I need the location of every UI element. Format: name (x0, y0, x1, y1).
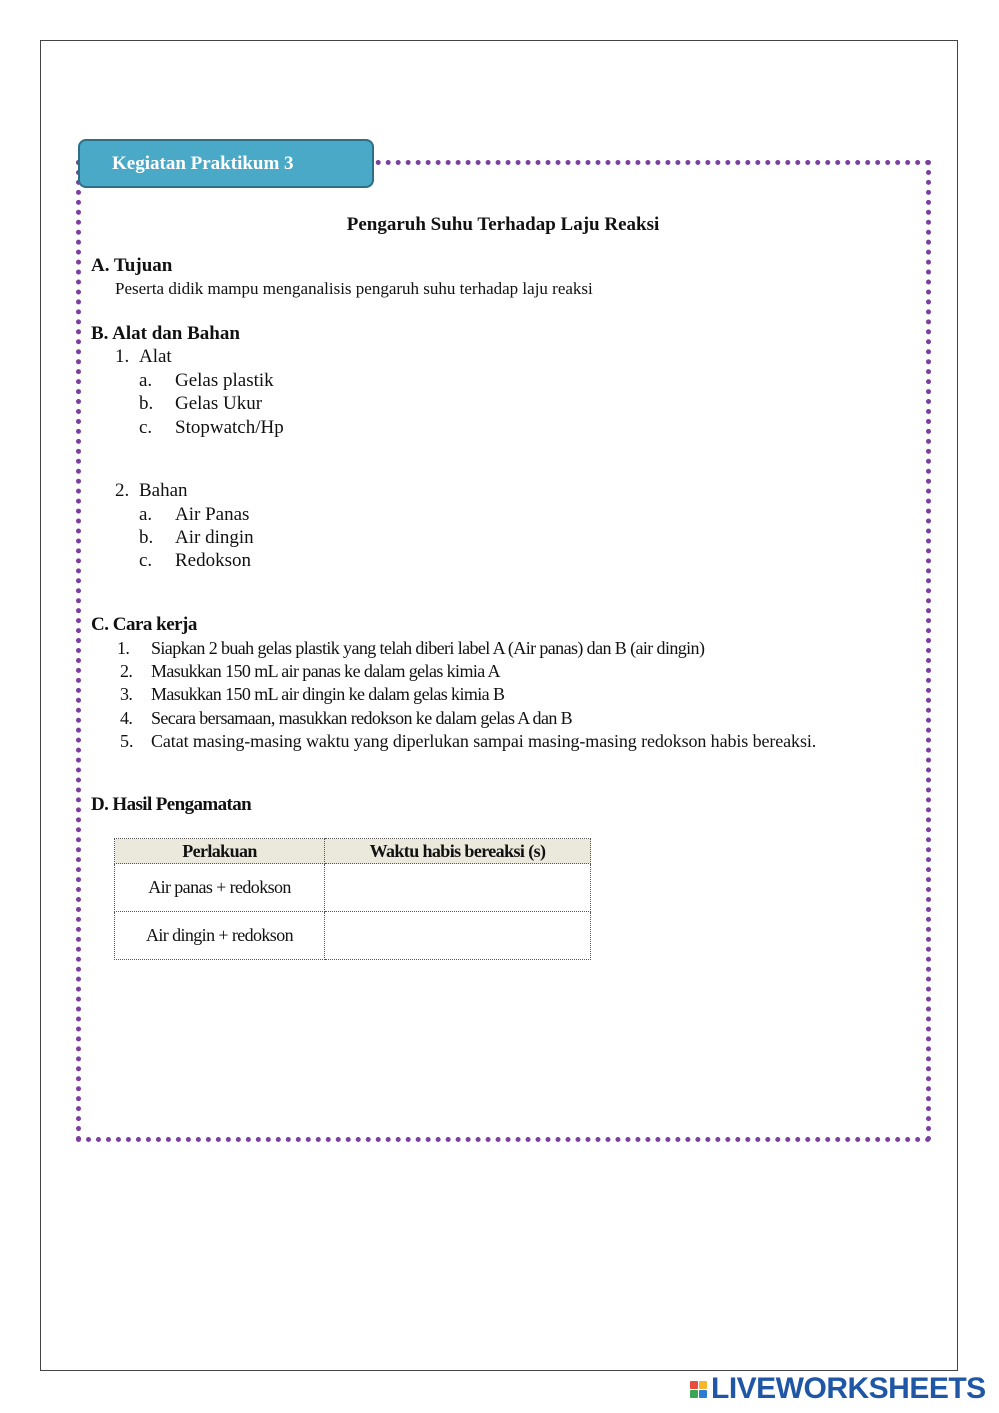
list-letter: c. (139, 417, 153, 438)
logo-square (690, 1390, 698, 1398)
list-number: 1. (115, 346, 130, 367)
step-number: 5. (120, 731, 134, 751)
section-a-heading: A. Tujuan (91, 255, 173, 276)
table-header-row (115, 839, 591, 864)
activity-tab: Kegiatan Praktikum 3 (78, 139, 374, 188)
list-item: Gelas plastik (175, 370, 274, 391)
alat-label: Alat (139, 346, 172, 367)
section-b-heading: B. Alat dan Bahan (91, 323, 240, 344)
list-letter: a. (139, 370, 153, 391)
column-header-treatment: Perlakuan (115, 839, 325, 864)
time-input-cell[interactable] (325, 864, 591, 912)
step-text: Siapkan 2 buah gelas plastik yang telah diberi label A (Air panas) dan B (air dingin) (151, 638, 705, 658)
observation-table (114, 838, 591, 960)
treatment-cell: Air dingin + redokson (115, 912, 325, 960)
list-number: 2. (115, 480, 130, 501)
page-title: Pengaruh Suhu Terhadap Laju Reaksi (346, 214, 660, 235)
step-number: 4. (120, 708, 133, 728)
section-c-heading: C. Cara kerja (91, 614, 197, 635)
list-letter: b. (139, 527, 154, 548)
step-text: Masukkan 150 mL air panas ke dalam gelas kimia A (151, 661, 500, 681)
logo-square (690, 1381, 698, 1389)
step-number: 2. (120, 661, 133, 681)
step-text: Catat masing-masing waktu yang diperlukan sampai masing-masing redokson habis bereaksi. (151, 731, 817, 751)
logo-square (699, 1390, 707, 1398)
step-text: Masukkan 150 mL air dingin ke dalam gelas kimia B (151, 684, 505, 704)
section-a-text: Peserta didik mampu menganalisis pengaruh suhu terhadap laju reaksi (115, 279, 593, 298)
list-item: Stopwatch/Hp (175, 417, 284, 438)
list-item: Air Panas (175, 504, 250, 525)
column-header-time: Waktu habis bereaksi (s) (325, 839, 591, 864)
logo-grid-icon (690, 1381, 707, 1398)
step-number: 3. (120, 684, 133, 704)
list-item: Redokson (175, 550, 251, 571)
step-number: 1. (117, 638, 130, 658)
table-row (115, 864, 591, 912)
table-row (115, 912, 591, 960)
section-d-heading: D. Hasil Pengamatan (91, 794, 252, 815)
list-letter: c. (139, 550, 153, 571)
list-item: Air dingin (175, 527, 254, 548)
list-item: Gelas Ukur (175, 393, 263, 414)
time-input-cell[interactable] (325, 912, 591, 960)
list-letter: a. (139, 504, 153, 525)
step-text: Secara bersamaan, masukkan redokson ke dalam gelas A dan B (151, 708, 573, 728)
treatment-cell: Air panas + redokson (115, 864, 325, 912)
liveworksheets-logo (690, 1372, 986, 1406)
bahan-label: Bahan (139, 480, 188, 501)
list-letter: b. (139, 393, 154, 414)
logo-square (699, 1381, 707, 1389)
logo-text: LIVEWORKSHEETS (711, 1372, 986, 1405)
